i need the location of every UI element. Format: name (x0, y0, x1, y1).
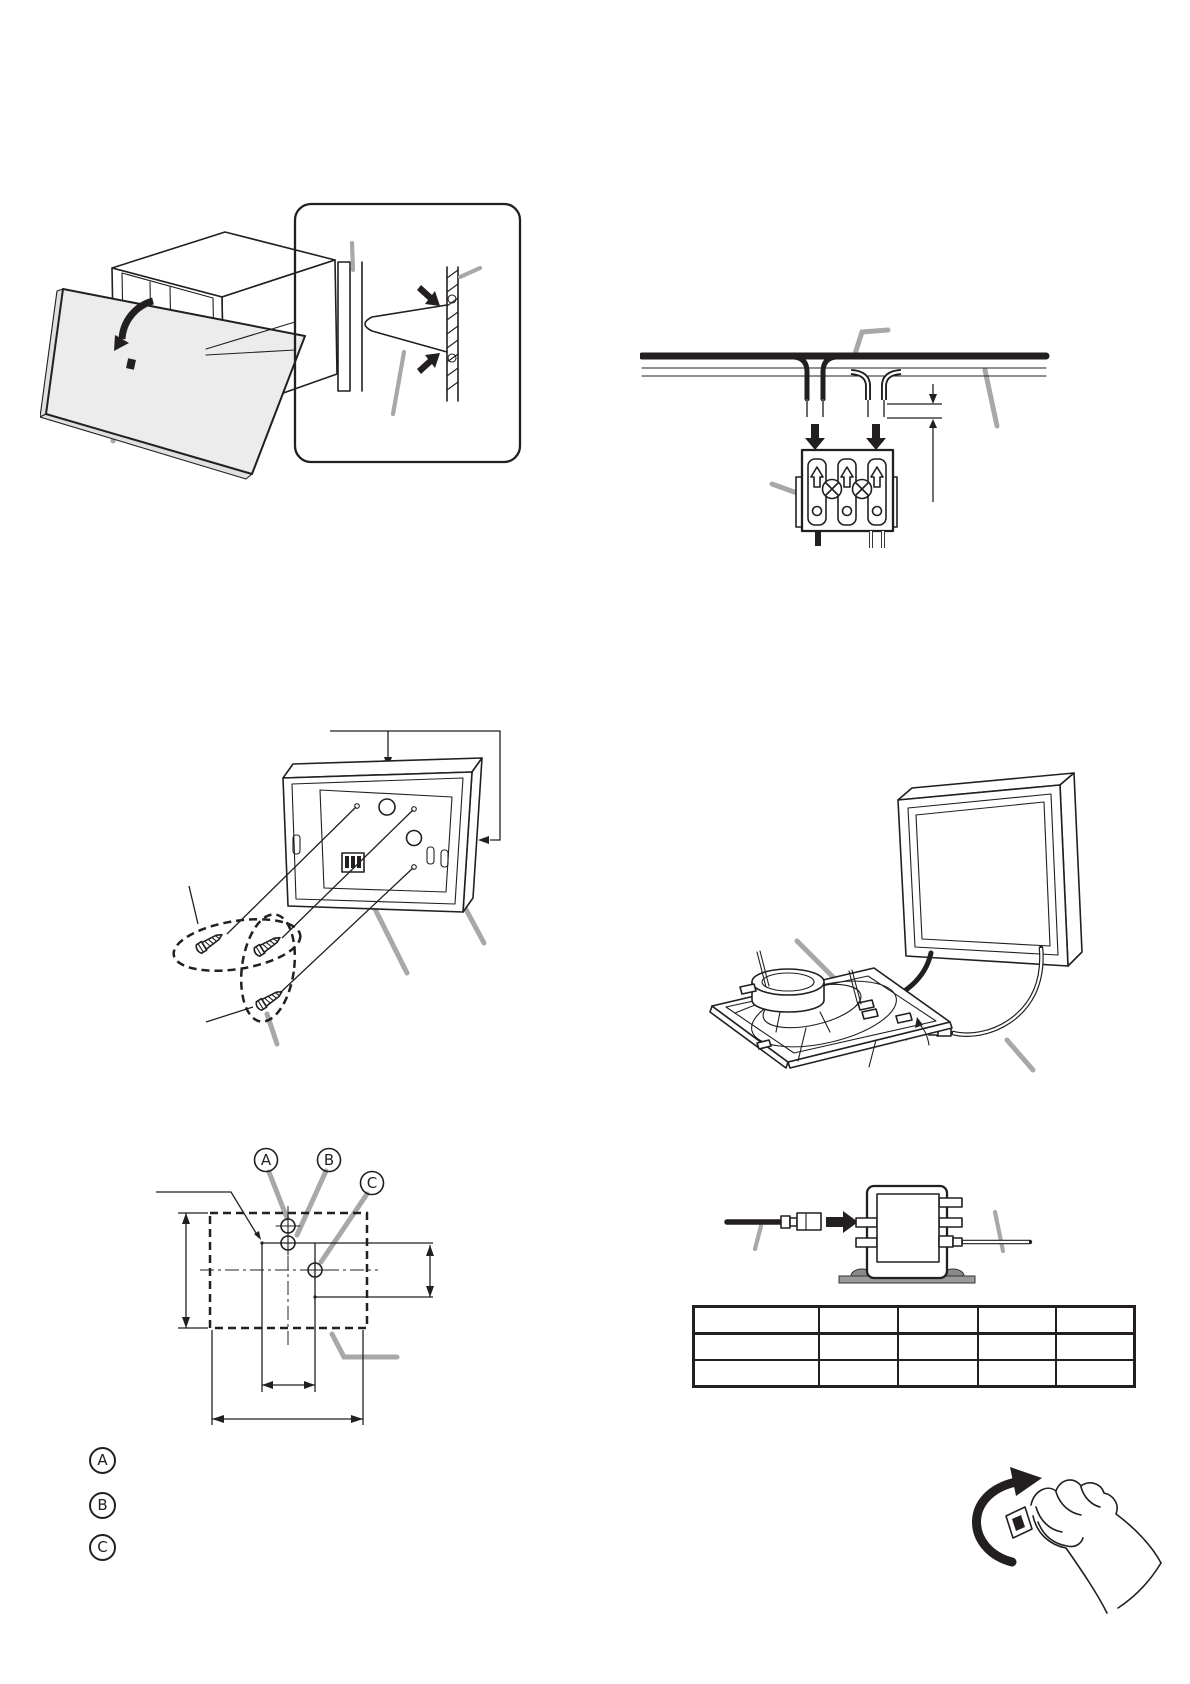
screw-group-outline (170, 911, 304, 978)
hole-label-c (361, 1172, 384, 1195)
press-arrow-upper (417, 285, 440, 306)
legend-item-b (89, 1492, 116, 1519)
hole-label-b (318, 1149, 341, 1172)
press-arrow-lower (417, 353, 440, 374)
centerlines (200, 1206, 378, 1348)
hand-turning-screw-icon (1006, 1480, 1161, 1613)
spec-header-cell (898, 1307, 978, 1334)
panel-frame-section (338, 262, 362, 391)
spec-header-cell (694, 1307, 819, 1334)
insert-arrow-right (866, 424, 886, 450)
spec-row (694, 1334, 1135, 1361)
spec-table (692, 1305, 1136, 1388)
dim-right (426, 1245, 434, 1297)
circled-b: B (89, 1492, 116, 1519)
terminal-block (796, 450, 897, 548)
hole-label-a (255, 1149, 278, 1172)
reference-lines (260, 1241, 433, 1392)
circled-a: A (89, 1447, 116, 1474)
svg-text:B: B (323, 1151, 335, 1169)
leader-spring (393, 352, 404, 414)
cable-black (642, 356, 1046, 417)
insert-arrow-left (805, 424, 825, 450)
speaker-assembly (710, 951, 952, 1068)
attach-arrow (826, 1211, 858, 1233)
spec-cell (898, 1334, 978, 1361)
transformer-tap (856, 1218, 877, 1227)
wall-box (898, 773, 1082, 966)
legend-item-a (89, 1447, 116, 1474)
output-wire (939, 1236, 1030, 1247)
figure-speaker-wiring (690, 770, 1170, 1080)
spec-cell (1056, 1334, 1135, 1361)
spring-clip (365, 295, 456, 362)
transformer (839, 1186, 975, 1283)
wall-edge-section (447, 267, 458, 401)
figure-backbox-mounting (150, 660, 520, 1050)
spec-cell (1056, 1360, 1135, 1387)
input-wire (727, 1213, 821, 1230)
spec-header-cell (978, 1307, 1056, 1334)
leader-wall (460, 268, 480, 277)
figure-matching-transformer (690, 1180, 1060, 1305)
figure-cable-wiring (640, 290, 1060, 560)
spec-header-row (694, 1307, 1135, 1334)
spec-cell (819, 1334, 898, 1361)
transformer-tap (939, 1198, 962, 1207)
svg-text:A: A (260, 1151, 272, 1169)
back-box (283, 758, 482, 912)
screw (195, 930, 225, 954)
spec-cell (978, 1360, 1056, 1387)
figure-grille-removal (40, 180, 550, 480)
spec-header-cell (819, 1307, 898, 1334)
screw (253, 933, 283, 957)
svg-text:C: C (366, 1174, 378, 1192)
leader-frame (352, 243, 353, 270)
spec-cell (694, 1334, 819, 1361)
legend-item-c (89, 1534, 116, 1561)
spec-cell (694, 1360, 819, 1387)
pointer-line (156, 1192, 261, 1240)
spec-cell (978, 1334, 1056, 1361)
transformer-body (877, 1194, 939, 1262)
transformer-tap (856, 1238, 877, 1247)
figure-mounting-dimensions (130, 1090, 460, 1435)
spec-cell (819, 1360, 898, 1387)
spec-cell (898, 1360, 978, 1387)
circled-c: C (89, 1534, 116, 1561)
spec-row (694, 1360, 1135, 1387)
figure-turn-direction (950, 1455, 1190, 1635)
transformer-tap (939, 1218, 962, 1227)
spec-header-cell (1056, 1307, 1135, 1334)
